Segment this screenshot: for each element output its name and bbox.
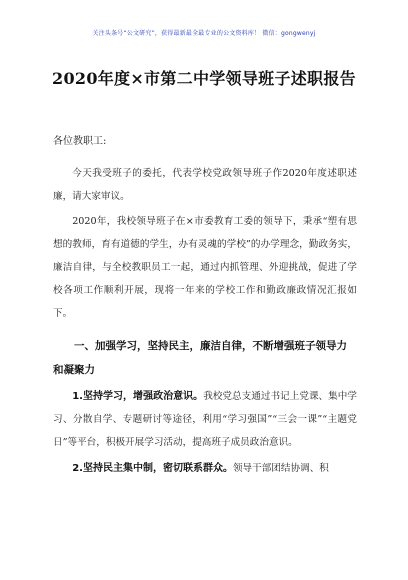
section-heading-1: 一、加强学习，坚持民主，廉洁自律，不断增强班子领导力和凝聚力 [53, 340, 347, 376]
subsection-1-heading: 1.坚持学习，增强政治意识。 [72, 391, 204, 402]
subsection-1 [53, 385, 357, 454]
subsection-1-text: 我校党总支通过书记上党课、集中学习、分散自学、专题研讨等途径，利用“学习强国”“三会一课”“主题党日”等平台，积极开展学习活动，提高班子成员政治意识。 [53, 391, 357, 448]
subsection-2-heading: 2.坚持民主集中制，密切联系群众。 [72, 463, 233, 474]
document-title: 2020年度×市第二中学领导班子述职报告 [52, 69, 356, 88]
subsection-2 [53, 457, 357, 480]
paragraph-1: 今天我受班子的委托，代表学校党政领导班子作2020年度述职述廉，请大家审议。 [53, 168, 357, 202]
subsection-2-text: 领导干部团结协调、积 [232, 463, 329, 474]
paragraph-2: 2020年，我校领导班子在×市委教育工委的领导下，秉承“塑有思想的教师，育有道德的学生，办有灵魂的学校”的办学理念，勤政务实，廉洁自律，与全校教职员工一起，通过内抓管理、外迎挑战，促进了学校各项工作顺利开展，现将一年来的学校工作和勤政廉政情况汇报如下。 [53, 216, 357, 319]
salutation: 各位教职工: [53, 136, 107, 147]
promo-banner[interactable]: 关注头条号“公文研究”，获得最新最全最专业的公文资料库！ 微信：gongwenyj [92, 30, 316, 37]
